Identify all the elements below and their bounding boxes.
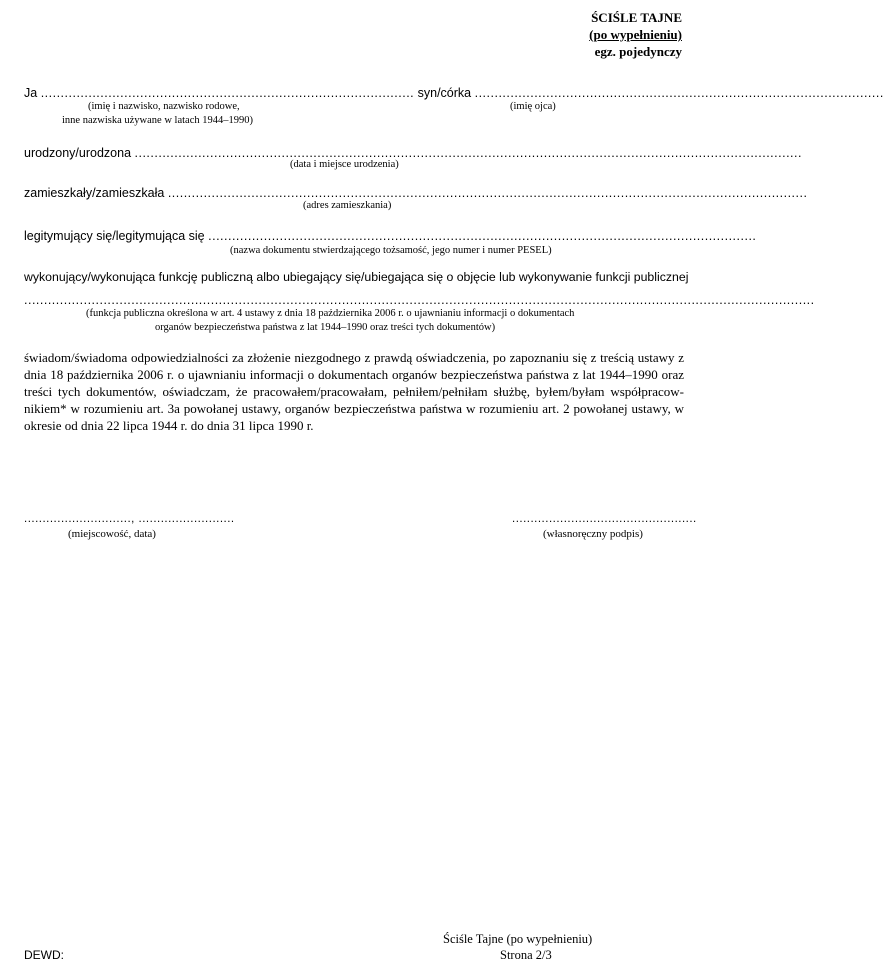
resides-row — [24, 186, 807, 200]
resides-label: zamieszkały/zamieszkała — [24, 186, 165, 200]
function-hint-2: organów bezpieczeństwa państwa z lat 1944–1990 oraz treści tych dokumentów) — [155, 322, 496, 333]
id-document-field[interactable]: .......................................................................................................................................... — [208, 229, 757, 243]
id-row — [24, 229, 756, 243]
place-date-hint: (miejscowość, data) — [68, 528, 156, 540]
classification-label: ŚCIŚLE TAJNE — [591, 10, 682, 25]
ja-label: Ja — [24, 86, 38, 100]
born-row — [24, 146, 802, 160]
address-hint: (adres zamieszkania) — [303, 200, 392, 211]
father-name-field[interactable]: ....................................................................................................... — [474, 86, 884, 100]
name-field[interactable]: .............................................................................................. — [40, 86, 415, 100]
born-field[interactable]: ........................................................................................................................................................................ — [134, 146, 802, 160]
born-hint: (data i miejsce urodzenia) — [290, 159, 399, 170]
statement-paragraph: świadom/świadoma odpowiedzialności za złożenie niezgodnego z prawdą oświadczenia, po zapoznaniu się z treścią ustawy z dnia 18 października 2006 r. o ujawnianiu informacji o dokumentach organów bezpieczeństwa państwa z lat 1944–1990 oraz treści tych dokumentów, oświadczam, że pracowałem/pracowałam, pełniłem/pełniłam służbę, byłem/byłam współpracow-nikiem* w rozumieniu art. 3a powołanej ustawy, organów bezpieczeństwa państwa w rozumieniu art. 2 powołanej ustawy, w okresie od dnia 22 lipca 1944 r. do dnia 31 lipca 1990 r. — [24, 350, 684, 433]
id-hint: (nazwa dokumentu stwierdzającego tożsamość, jego numer i numer PESEL) — [230, 245, 552, 256]
after-fill-label: (po wypełnieniu) — [589, 27, 682, 42]
function-label: wykonujący/wykonująca funkcję publiczną albo ubiegający się/ubiegająca się o objęcie lub wykonywanie funkcji publicznej — [24, 270, 689, 284]
place-date-field[interactable]: ............................., .......................... — [24, 513, 235, 525]
son-daughter-label: syn/córka — [417, 86, 472, 100]
dewd-label: DEWD: — [24, 948, 64, 962]
born-label: urodzony/urodzona — [24, 146, 132, 160]
id-label: legitymujący się/legitymująca się — [24, 229, 205, 243]
page-number: Strona 2/3 — [500, 948, 552, 962]
name-hint-2: inne nazwiska używane w latach 1944–1990) — [62, 115, 253, 126]
signature-field[interactable]: .................................................. — [512, 513, 697, 525]
ja-row — [24, 86, 884, 100]
father-hint: (imię ojca) — [510, 101, 556, 112]
signature-hint: (własnoręczny podpis) — [543, 528, 643, 540]
function-field[interactable]: ....................................................................................................................................................................................................... — [24, 293, 815, 307]
name-hint-1: (imię i nazwisko, nazwisko rodowe, — [88, 101, 240, 112]
function-hint-1: (funkcja publiczna określona w art. 4 ustawy z dnia 18 października 2006 r. o ujawnianiu informacji o dokumentach — [86, 308, 575, 319]
footer-classification: Ściśle Tajne (po wypełnieniu) — [443, 932, 593, 946]
copy-label: egz. pojedynczy — [594, 44, 682, 59]
address-field[interactable]: ................................................................................................................................................................. — [167, 186, 808, 200]
